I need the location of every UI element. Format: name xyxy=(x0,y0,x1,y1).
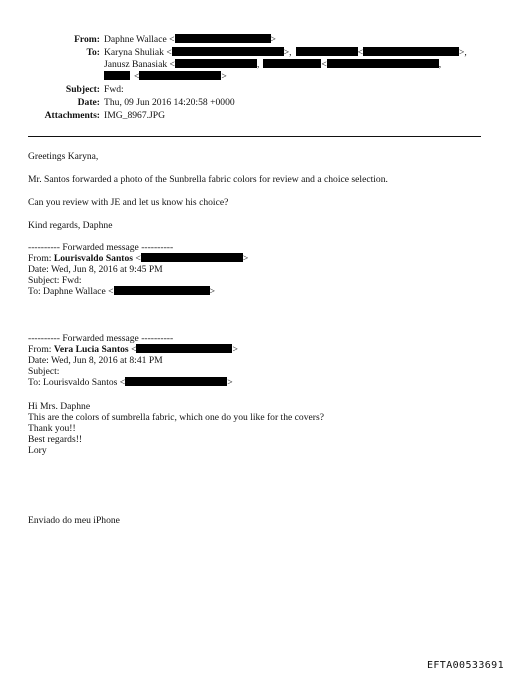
header-divider xyxy=(28,136,481,137)
sent-from-signature: Enviado do meu iPhone xyxy=(28,515,120,526)
forward-subject: Subject: xyxy=(28,366,60,377)
message-line: Hi Mrs. Daphne xyxy=(28,401,91,412)
attachments-label: Attachments: xyxy=(44,110,100,121)
redaction-block xyxy=(175,34,271,43)
forward-from: From: Lourisvaldo Santos < > xyxy=(28,253,249,264)
forward-to: To: Lourisvaldo Santos < > xyxy=(28,377,233,388)
redaction-block xyxy=(296,47,358,56)
to-name-karyna: Karyna Shuliak < xyxy=(104,47,172,58)
date-label: Date: xyxy=(77,97,100,108)
subject-label: Subject: xyxy=(65,84,100,95)
to-line-2: Janusz Banasiak < , < , xyxy=(104,59,442,70)
from-label: From: xyxy=(74,34,100,45)
forward-to: To: Daphne Wallace < > xyxy=(28,286,215,297)
redaction-block xyxy=(114,286,210,295)
redaction-block xyxy=(136,344,232,353)
forward-separator: ---------- Forwarded message ---------- xyxy=(28,242,174,253)
redaction-block xyxy=(125,377,227,386)
redaction-block xyxy=(139,71,221,80)
from-name: Daphne Wallace < xyxy=(104,34,175,45)
redaction-block xyxy=(363,47,459,56)
forward-subject: Subject: Fwd: xyxy=(28,275,82,286)
angle-bracket: > xyxy=(270,34,276,45)
greeting: Greetings Karyna, xyxy=(28,151,99,162)
redaction-block xyxy=(175,59,257,68)
message-line: Lory xyxy=(28,445,47,456)
body-paragraph-1: Mr. Santos forwarded a photo of the Sunbrella fabric colors for review and a choice selection. xyxy=(28,174,388,185)
to-line-3: < > xyxy=(104,71,227,83)
to-name-janusz: Janusz Banasiak < xyxy=(104,59,175,70)
signoff: Kind regards, Daphne xyxy=(28,220,113,231)
forward-from: From: Vera Lucia Santos < > xyxy=(28,344,238,355)
redaction-block xyxy=(327,59,439,68)
message-line: This are the colors of sumbrella fabric, which one do you like for the covers? xyxy=(28,412,324,423)
message-line: Thank you!! xyxy=(28,423,76,434)
redaction-block xyxy=(263,59,321,68)
date-value: Thu, 09 Jun 2016 14:20:58 +0000 xyxy=(104,97,235,108)
from-field xyxy=(104,34,276,46)
forward-date: Date: Wed, Jun 8, 2016 at 9:45 PM xyxy=(28,264,163,275)
redaction-block xyxy=(172,47,284,56)
forward-separator: ---------- Forwarded message ---------- xyxy=(28,333,174,344)
forward-date: Date: Wed, Jun 8, 2016 at 8:41 PM xyxy=(28,355,163,366)
redaction-block xyxy=(104,71,130,80)
document-id: EFTA00533691 xyxy=(426,660,504,671)
to-label: To: xyxy=(86,47,100,58)
redaction-block xyxy=(141,253,243,262)
body-paragraph-2: Can you review with JE and let us know his choice? xyxy=(28,197,229,208)
subject-value: Fwd: xyxy=(104,84,124,95)
sender-name: Lourisvaldo Santos xyxy=(53,253,134,264)
attachment-filename: IMG_8967.JPG xyxy=(104,110,166,121)
sender-name: Vera Lucia Santos xyxy=(53,344,129,355)
to-line-1: Karyna Shuliak < >, < >, xyxy=(104,47,467,58)
message-line: Best regards!! xyxy=(28,434,83,445)
